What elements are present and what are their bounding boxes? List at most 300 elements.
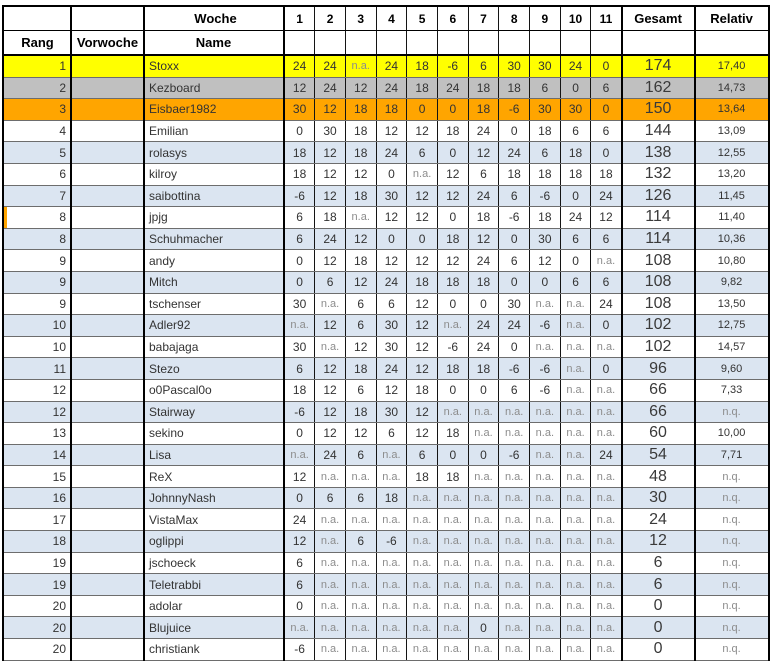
week-7-cell: n.a. xyxy=(468,466,499,488)
week-4-cell: 0 xyxy=(376,228,407,250)
week-8-cell: -6 xyxy=(499,207,530,229)
week-8-cell: -6 xyxy=(499,358,530,380)
week-4-cell: 12 xyxy=(376,250,407,272)
week-4-cell: -6 xyxy=(376,531,407,553)
week-9-cell: 30 xyxy=(530,99,561,121)
week-2-cell: 12 xyxy=(315,163,346,185)
week-2-cell: 12 xyxy=(315,423,346,445)
week-3-cell: 18 xyxy=(345,99,376,121)
relativ-cell: 13,09 xyxy=(695,120,769,142)
relativ-cell: 13,64 xyxy=(695,99,769,121)
week-10-cell: n.a. xyxy=(560,574,591,596)
week-9-cell: 30 xyxy=(530,228,561,250)
week-10-cell: n.a. xyxy=(560,639,591,661)
week-1-cell: 18 xyxy=(284,163,315,185)
header-blank-vorwoche xyxy=(71,6,144,31)
vorwoche-cell xyxy=(71,271,144,293)
week-5-cell: 18 xyxy=(407,271,438,293)
week-4-cell: 18 xyxy=(376,487,407,509)
week-4-cell: 6 xyxy=(376,423,407,445)
week-2-cell: 24 xyxy=(315,228,346,250)
week-7-cell: n.a. xyxy=(468,552,499,574)
rank-cell: 5 xyxy=(3,142,71,164)
gesamt-cell: 0 xyxy=(622,617,695,639)
week-1-cell: 0 xyxy=(284,271,315,293)
header-blank-week xyxy=(530,31,561,56)
rank-cell: 9 xyxy=(3,293,71,315)
week-1-cell: 6 xyxy=(284,552,315,574)
week-3-cell: n.a. xyxy=(345,617,376,639)
name-cell: adolar xyxy=(144,595,284,617)
rank-cell: 8 xyxy=(3,207,71,229)
week-9-cell: 0 xyxy=(530,271,561,293)
rank-cell: 4 xyxy=(3,120,71,142)
week-5-cell: 12 xyxy=(407,423,438,445)
week-9-cell: 18 xyxy=(530,207,561,229)
rank-cell: 8 xyxy=(3,228,71,250)
week-10-cell: 18 xyxy=(560,142,591,164)
name-cell: Mitch xyxy=(144,271,284,293)
week-6-cell: 18 xyxy=(437,271,468,293)
week-2-cell: 12 xyxy=(315,379,346,401)
header-week-3: 3 xyxy=(345,6,376,31)
week-11-cell: n.a. xyxy=(591,531,622,553)
week-5-cell: 12 xyxy=(407,315,438,337)
week-1-cell: 12 xyxy=(284,466,315,488)
rank-cell: 15 xyxy=(3,466,71,488)
table-row xyxy=(3,358,769,380)
gesamt-cell: 0 xyxy=(622,595,695,617)
week-8-cell: 6 xyxy=(499,250,530,272)
header-gesamt: Gesamt xyxy=(622,6,695,31)
week-8-cell: 0 xyxy=(499,271,530,293)
week-7-cell: n.a. xyxy=(468,574,499,596)
rank-cell: 2 xyxy=(3,77,71,99)
week-2-cell: 30 xyxy=(315,120,346,142)
table-row xyxy=(3,487,769,509)
week-5-cell: 18 xyxy=(407,466,438,488)
header-row-labels xyxy=(3,31,769,56)
week-8-cell: 6 xyxy=(499,185,530,207)
week-5-cell: n.a. xyxy=(407,487,438,509)
week-6-cell: 0 xyxy=(437,379,468,401)
week-9-cell: 6 xyxy=(530,142,561,164)
week-1-cell: 24 xyxy=(284,509,315,531)
vorwoche-cell xyxy=(71,207,144,229)
gesamt-cell: 96 xyxy=(622,358,695,380)
week-5-cell: n.a. xyxy=(407,595,438,617)
week-10-cell: n.a. xyxy=(560,336,591,358)
week-9-cell: -6 xyxy=(530,185,561,207)
gesamt-cell: 0 xyxy=(622,639,695,661)
week-2-cell: n.a. xyxy=(315,595,346,617)
name-cell: kilroy xyxy=(144,163,284,185)
relativ-cell: 7,71 xyxy=(695,444,769,466)
week-4-cell: n.a. xyxy=(376,595,407,617)
week-11-cell: n.a. xyxy=(591,379,622,401)
week-1-cell: 0 xyxy=(284,487,315,509)
gesamt-cell: 24 xyxy=(622,509,695,531)
week-10-cell: n.a. xyxy=(560,617,591,639)
week-4-cell: 30 xyxy=(376,401,407,423)
week-4-cell: n.a. xyxy=(376,466,407,488)
gesamt-cell: 126 xyxy=(622,185,695,207)
week-5-cell: 12 xyxy=(407,185,438,207)
week-10-cell: n.a. xyxy=(560,552,591,574)
week-2-cell: 24 xyxy=(315,55,346,77)
week-3-cell: 18 xyxy=(345,142,376,164)
header-week-9: 9 xyxy=(530,6,561,31)
week-2-cell: n.a. xyxy=(315,552,346,574)
week-4-cell: 24 xyxy=(376,271,407,293)
header-vorwoche: Vorwoche xyxy=(71,31,144,56)
week-1-cell: -6 xyxy=(284,401,315,423)
header-blank-relativ xyxy=(695,31,769,56)
vorwoche-cell xyxy=(71,315,144,337)
week-1-cell: 18 xyxy=(284,142,315,164)
week-9-cell: 18 xyxy=(530,163,561,185)
table-row xyxy=(3,639,769,661)
relativ-cell: 10,36 xyxy=(695,228,769,250)
week-11-cell: n.a. xyxy=(591,595,622,617)
week-9-cell: n.a. xyxy=(530,401,561,423)
rank-cell: 18 xyxy=(3,531,71,553)
week-3-cell: n.a. xyxy=(345,552,376,574)
week-6-cell: 0 xyxy=(437,99,468,121)
header-woche: Woche xyxy=(144,6,284,31)
vorwoche-cell xyxy=(71,531,144,553)
relativ-cell: n.q. xyxy=(695,552,769,574)
week-5-cell: 12 xyxy=(407,401,438,423)
week-4-cell: 24 xyxy=(376,77,407,99)
gesamt-cell: 108 xyxy=(622,293,695,315)
week-10-cell: n.a. xyxy=(560,466,591,488)
week-9-cell: n.a. xyxy=(530,487,561,509)
week-7-cell: n.a. xyxy=(468,487,499,509)
week-4-cell: 12 xyxy=(376,379,407,401)
week-2-cell: 18 xyxy=(315,207,346,229)
week-4-cell: 30 xyxy=(376,185,407,207)
week-11-cell: 0 xyxy=(591,358,622,380)
week-3-cell: 6 xyxy=(345,487,376,509)
table-row xyxy=(3,617,769,639)
week-3-cell: 18 xyxy=(345,185,376,207)
week-9-cell: n.a. xyxy=(530,336,561,358)
relativ-cell: n.q. xyxy=(695,487,769,509)
gesamt-cell: 54 xyxy=(622,444,695,466)
week-10-cell: n.a. xyxy=(560,401,591,423)
week-10-cell: 18 xyxy=(560,163,591,185)
name-cell: JohnnyNash xyxy=(144,487,284,509)
week-6-cell: 24 xyxy=(437,77,468,99)
name-cell: VistaMax xyxy=(144,509,284,531)
week-3-cell: n.a. xyxy=(345,574,376,596)
week-6-cell: 18 xyxy=(437,358,468,380)
vorwoche-cell xyxy=(71,552,144,574)
week-5-cell: 12 xyxy=(407,293,438,315)
vorwoche-cell xyxy=(71,142,144,164)
week-9-cell: n.a. xyxy=(530,444,561,466)
week-4-cell: 18 xyxy=(376,99,407,121)
week-2-cell: n.a. xyxy=(315,509,346,531)
name-cell: Eisbaer1982 xyxy=(144,99,284,121)
week-3-cell: n.a. xyxy=(345,639,376,661)
week-11-cell: 6 xyxy=(591,77,622,99)
week-5-cell: 12 xyxy=(407,250,438,272)
vorwoche-cell xyxy=(71,379,144,401)
week-5-cell: 12 xyxy=(407,120,438,142)
table-row xyxy=(3,423,769,445)
week-8-cell: n.a. xyxy=(499,531,530,553)
gesamt-cell: 6 xyxy=(622,574,695,596)
week-9-cell: n.a. xyxy=(530,574,561,596)
gesamt-cell: 30 xyxy=(622,487,695,509)
week-6-cell: 12 xyxy=(437,163,468,185)
gesamt-cell: 12 xyxy=(622,531,695,553)
header-week-5: 5 xyxy=(407,6,438,31)
week-10-cell: 6 xyxy=(560,228,591,250)
week-8-cell: 0 xyxy=(499,120,530,142)
week-1-cell: 18 xyxy=(284,379,315,401)
relativ-cell: 13,20 xyxy=(695,163,769,185)
week-4-cell: 12 xyxy=(376,120,407,142)
week-9-cell: n.a. xyxy=(530,639,561,661)
relativ-cell: 11,40 xyxy=(695,207,769,229)
week-9-cell: -6 xyxy=(530,315,561,337)
header-blank-week xyxy=(315,31,346,56)
relativ-cell: n.q. xyxy=(695,639,769,661)
rank-cell: 12 xyxy=(3,379,71,401)
week-8-cell: 6 xyxy=(499,379,530,401)
week-3-cell: n.a. xyxy=(345,509,376,531)
week-5-cell: n.a. xyxy=(407,163,438,185)
week-6-cell: 12 xyxy=(437,250,468,272)
week-8-cell: 18 xyxy=(499,77,530,99)
table-row xyxy=(3,531,769,553)
name-cell: jpjg xyxy=(144,207,284,229)
week-10-cell: n.a. xyxy=(560,293,591,315)
week-10-cell: n.a. xyxy=(560,423,591,445)
vorwoche-cell xyxy=(71,250,144,272)
table-row xyxy=(3,466,769,488)
table-row xyxy=(3,142,769,164)
week-2-cell: 12 xyxy=(315,142,346,164)
week-9-cell: n.a. xyxy=(530,466,561,488)
week-7-cell: 24 xyxy=(468,120,499,142)
week-11-cell: n.a. xyxy=(591,250,622,272)
week-11-cell: n.a. xyxy=(591,509,622,531)
table-row xyxy=(3,336,769,358)
rank-cell: 3 xyxy=(3,99,71,121)
vorwoche-cell xyxy=(71,509,144,531)
week-7-cell: 18 xyxy=(468,207,499,229)
week-4-cell: n.a. xyxy=(376,639,407,661)
rank-cell: 17 xyxy=(3,509,71,531)
relativ-cell: n.q. xyxy=(695,509,769,531)
week-3-cell: n.a. xyxy=(345,466,376,488)
week-9-cell: 6 xyxy=(530,77,561,99)
week-8-cell: 0 xyxy=(499,228,530,250)
week-7-cell: 18 xyxy=(468,358,499,380)
week-4-cell: n.a. xyxy=(376,444,407,466)
week-5-cell: 0 xyxy=(407,228,438,250)
rank-cell: 10 xyxy=(3,315,71,337)
header-blank-week xyxy=(437,31,468,56)
week-8-cell: n.a. xyxy=(499,466,530,488)
week-8-cell: n.a. xyxy=(499,639,530,661)
week-11-cell: n.a. xyxy=(591,466,622,488)
week-8-cell: 24 xyxy=(499,142,530,164)
week-2-cell: 12 xyxy=(315,250,346,272)
week-8-cell: n.a. xyxy=(499,595,530,617)
week-7-cell: n.a. xyxy=(468,639,499,661)
name-cell: oglippi xyxy=(144,531,284,553)
week-7-cell: 18 xyxy=(468,99,499,121)
vorwoche-cell xyxy=(71,163,144,185)
week-10-cell: n.a. xyxy=(560,379,591,401)
gesamt-cell: 144 xyxy=(622,120,695,142)
week-10-cell: n.a. xyxy=(560,509,591,531)
week-11-cell: 0 xyxy=(591,99,622,121)
header-row-woche xyxy=(3,6,769,31)
week-10-cell: 24 xyxy=(560,207,591,229)
name-cell: babajaga xyxy=(144,336,284,358)
week-2-cell: 12 xyxy=(315,315,346,337)
week-3-cell: 6 xyxy=(345,379,376,401)
header-week-11: 11 xyxy=(591,6,622,31)
vorwoche-cell xyxy=(71,595,144,617)
vorwoche-cell xyxy=(71,423,144,445)
week-11-cell: 24 xyxy=(591,444,622,466)
week-7-cell: n.a. xyxy=(468,509,499,531)
table-row xyxy=(3,77,769,99)
week-11-cell: 24 xyxy=(591,185,622,207)
table-row xyxy=(3,293,769,315)
header-blank-week xyxy=(560,31,591,56)
week-11-cell: 6 xyxy=(591,228,622,250)
week-3-cell: 18 xyxy=(345,358,376,380)
week-2-cell: n.a. xyxy=(315,336,346,358)
week-11-cell: n.a. xyxy=(591,574,622,596)
week-4-cell: 0 xyxy=(376,163,407,185)
week-4-cell: n.a. xyxy=(376,617,407,639)
week-6-cell: 0 xyxy=(437,207,468,229)
week-3-cell: 12 xyxy=(345,336,376,358)
week-2-cell: 6 xyxy=(315,271,346,293)
week-3-cell: 12 xyxy=(345,228,376,250)
name-cell: Lisa xyxy=(144,444,284,466)
week-5-cell: 6 xyxy=(407,142,438,164)
week-4-cell: n.a. xyxy=(376,574,407,596)
week-2-cell: 24 xyxy=(315,77,346,99)
gesamt-cell: 132 xyxy=(622,163,695,185)
week-1-cell: 6 xyxy=(284,228,315,250)
week-3-cell: 12 xyxy=(345,77,376,99)
week-11-cell: 0 xyxy=(591,315,622,337)
week-10-cell: n.a. xyxy=(560,444,591,466)
vorwoche-cell xyxy=(71,99,144,121)
week-5-cell: n.a. xyxy=(407,531,438,553)
week-7-cell: 6 xyxy=(468,55,499,77)
week-1-cell: 12 xyxy=(284,531,315,553)
rank-cell: 1 xyxy=(3,55,71,77)
table-row xyxy=(3,207,769,229)
table-row xyxy=(3,509,769,531)
header-blank-rang xyxy=(3,6,71,31)
name-cell: o0Pascal0o xyxy=(144,379,284,401)
week-2-cell: n.a. xyxy=(315,617,346,639)
vorwoche-cell xyxy=(71,487,144,509)
week-2-cell: 6 xyxy=(315,487,346,509)
week-4-cell: 12 xyxy=(376,207,407,229)
rank-cell: 20 xyxy=(3,639,71,661)
gesamt-cell: 102 xyxy=(622,336,695,358)
week-7-cell: 0 xyxy=(468,617,499,639)
week-3-cell: n.a. xyxy=(345,207,376,229)
table-row xyxy=(3,271,769,293)
week-7-cell: 24 xyxy=(468,185,499,207)
week-6-cell: 0 xyxy=(437,444,468,466)
vorwoche-cell xyxy=(71,401,144,423)
week-3-cell: 12 xyxy=(345,423,376,445)
week-2-cell: n.a. xyxy=(315,639,346,661)
week-1-cell: 0 xyxy=(284,250,315,272)
week-3-cell: 6 xyxy=(345,444,376,466)
rank-cell: 13 xyxy=(3,423,71,445)
week-7-cell: n.a. xyxy=(468,595,499,617)
relativ-cell: 13,50 xyxy=(695,293,769,315)
week-2-cell: 12 xyxy=(315,99,346,121)
relativ-cell: 12,75 xyxy=(695,315,769,337)
table-row xyxy=(3,163,769,185)
rank-cell: 7 xyxy=(3,185,71,207)
week-9-cell: n.a. xyxy=(530,293,561,315)
header-blank-week xyxy=(468,31,499,56)
week-7-cell: 0 xyxy=(468,293,499,315)
week-11-cell: n.a. xyxy=(591,401,622,423)
rank-cell: 19 xyxy=(3,552,71,574)
vorwoche-cell xyxy=(71,293,144,315)
week-11-cell: 24 xyxy=(591,293,622,315)
week-11-cell: 12 xyxy=(591,207,622,229)
rank-cell: 16 xyxy=(3,487,71,509)
rank-cell: 14 xyxy=(3,444,71,466)
vorwoche-cell xyxy=(71,185,144,207)
week-1-cell: 30 xyxy=(284,336,315,358)
week-8-cell: 24 xyxy=(499,315,530,337)
header-week-7: 7 xyxy=(468,6,499,31)
week-7-cell: 6 xyxy=(468,163,499,185)
week-3-cell: 6 xyxy=(345,531,376,553)
week-11-cell: 0 xyxy=(591,142,622,164)
week-7-cell: 12 xyxy=(468,142,499,164)
week-4-cell: 24 xyxy=(376,142,407,164)
week-8-cell: n.a. xyxy=(499,423,530,445)
week-9-cell: 30 xyxy=(530,55,561,77)
gesamt-cell: 108 xyxy=(622,271,695,293)
week-7-cell: n.a. xyxy=(468,423,499,445)
week-10-cell: n.a. xyxy=(560,487,591,509)
name-cell: sekino xyxy=(144,423,284,445)
week-3-cell: 18 xyxy=(345,401,376,423)
week-6-cell: n.a. xyxy=(437,509,468,531)
week-1-cell: n.a. xyxy=(284,444,315,466)
week-4-cell: 24 xyxy=(376,358,407,380)
relativ-cell: n.q. xyxy=(695,466,769,488)
week-4-cell: 24 xyxy=(376,55,407,77)
week-4-cell: n.a. xyxy=(376,509,407,531)
week-7-cell: 18 xyxy=(468,271,499,293)
